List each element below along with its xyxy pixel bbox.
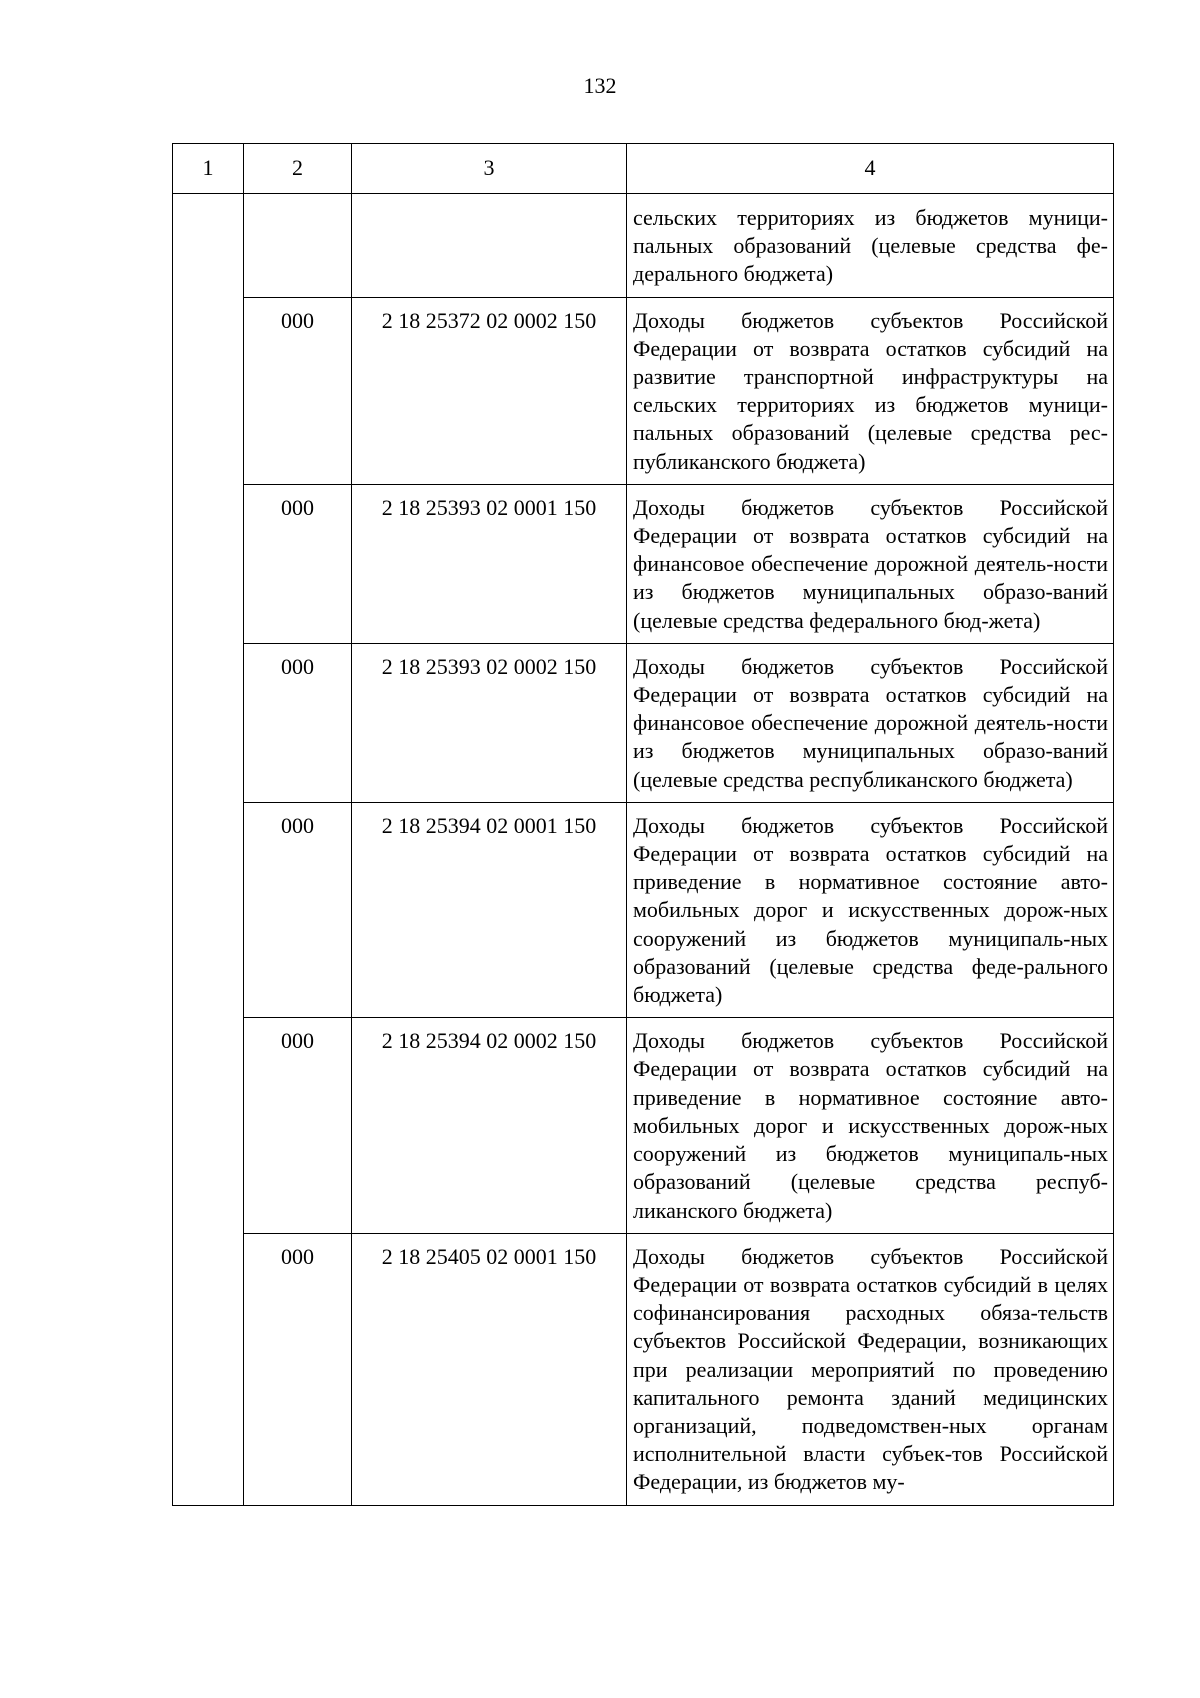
table-row <box>173 194 1114 298</box>
row-number-cell <box>173 1018 244 1233</box>
table-row <box>173 297 1114 484</box>
row-number-cell <box>173 802 244 1017</box>
header-col-2: 2 <box>244 144 352 194</box>
row-number-cell <box>173 643 244 802</box>
income-description-cell: Доходы бюджетов субъектов Российской Федерации от возврата остатков субсидий на развитие транспортной инфраструктуры на сельских территориях из бюджетов муници-пальных образований (целевые средства рес-публиканского бюджета) <box>627 297 1114 484</box>
income-description-cell: Доходы бюджетов субъектов Российской Федерации от возврата остатков субсидий в целях софинансирования расходных обяза-тельств субъектов Российской Федерации, возникающих при реализации мероприятий по проведению капитального ремонта зданий медицинских организаций, подведомствен-ных органам исполнительной власти субъек-тов Российской Федерации, из бюджетов му- <box>627 1233 1114 1505</box>
row-number-cell <box>173 194 244 298</box>
admin-code-cell: 000 <box>244 1233 352 1505</box>
admin-code-cell: 000 <box>244 484 352 643</box>
table-header <box>173 144 1114 194</box>
header-col-3: 3 <box>352 144 627 194</box>
table-row <box>173 643 1114 802</box>
income-description-cell: Доходы бюджетов субъектов Российской Федерации от возврата остатков субсидий на финансовое обеспечение дорожной деятель-ности из бюджетов муниципальных образо-ваний (целевые средства республиканского бюджета) <box>627 643 1114 802</box>
table-row <box>173 1233 1114 1505</box>
page-number: 132 <box>583 73 617 98</box>
income-code-cell: 2 18 25405 02 0001 150 <box>352 1233 627 1505</box>
income-description-cell: Доходы бюджетов субъектов Российской Федерации от возврата остатков субсидий на приведение в нормативное состояние авто-мобильных дорог и искусственных дорож-ных сооружений из бюджетов муниципаль-ных образований (целевые средства феде-рального бюджета) <box>627 802 1114 1017</box>
table-row <box>173 802 1114 1017</box>
income-description-cell: Доходы бюджетов субъектов Российской Федерации от возврата остатков субсидий на приведение в нормативное состояние авто-мобильных дорог и искусственных дорож-ных сооружений из бюджетов муниципаль-ных образований (целевые средства респуб-ликанского бюджета) <box>627 1018 1114 1233</box>
income-description-cell: Доходы бюджетов субъектов Российской Федерации от возврата остатков субсидий на финансовое обеспечение дорожной деятель-ности из бюджетов муниципальных образо-ваний (целевые средства федерального бюд-жета) <box>627 484 1114 643</box>
admin-code-cell <box>244 194 352 298</box>
admin-code-cell: 000 <box>244 643 352 802</box>
row-number-cell <box>173 484 244 643</box>
table-row <box>173 484 1114 643</box>
income-code-cell: 2 18 25372 02 0002 150 <box>352 297 627 484</box>
income-code-cell: 2 18 25394 02 0002 150 <box>352 1018 627 1233</box>
income-code-cell: 2 18 25394 02 0001 150 <box>352 802 627 1017</box>
income-description-cell: сельских территориях из бюджетов муници-пальных образований (целевые средства фе-дерального бюджета) <box>627 194 1114 298</box>
income-code-cell <box>352 194 627 298</box>
row-number-cell <box>173 1233 244 1505</box>
admin-code-cell: 000 <box>244 297 352 484</box>
table-body <box>173 194 1114 1506</box>
budget-classification-table <box>172 143 1114 1506</box>
header-row <box>173 144 1114 194</box>
admin-code-cell: 000 <box>244 802 352 1017</box>
table-row <box>173 1018 1114 1233</box>
income-code-cell: 2 18 25393 02 0001 150 <box>352 484 627 643</box>
income-code-cell: 2 18 25393 02 0002 150 <box>352 643 627 802</box>
header-col-4: 4 <box>627 144 1114 194</box>
row-number-cell <box>173 297 244 484</box>
header-col-1: 1 <box>173 144 244 194</box>
admin-code-cell: 000 <box>244 1018 352 1233</box>
